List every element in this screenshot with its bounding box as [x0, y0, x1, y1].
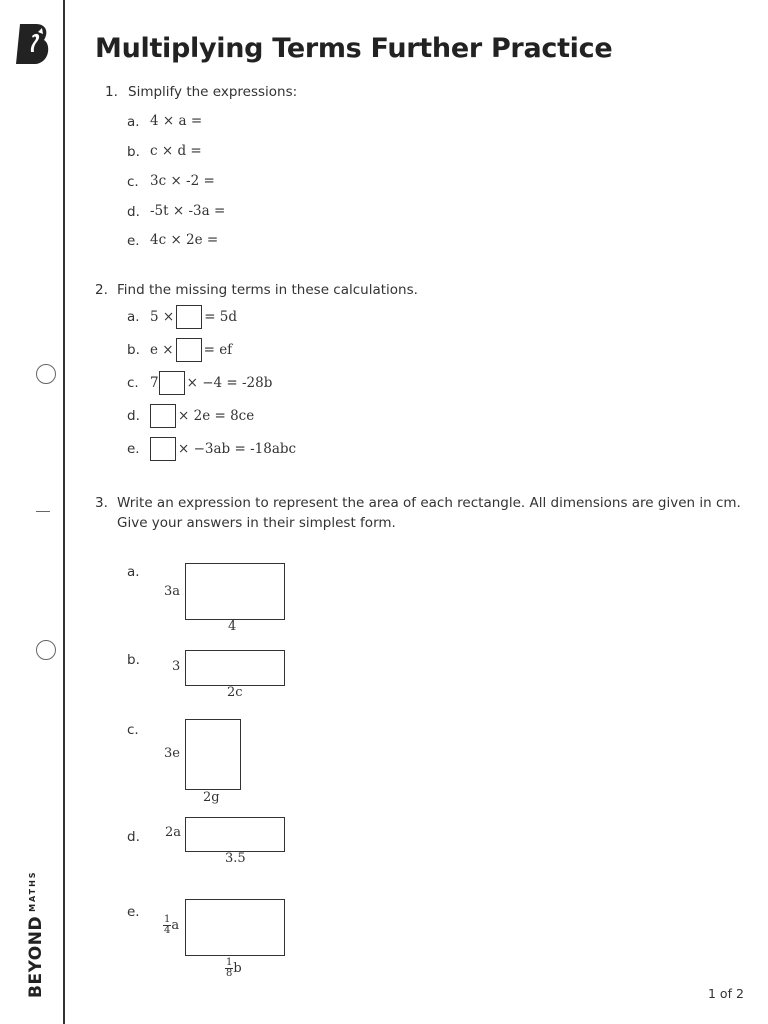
q1-number: 1. — [105, 84, 118, 100]
q2-d-answer-box[interactable] — [150, 404, 176, 428]
q3-c-height: 3e — [164, 746, 180, 761]
q1-b-expr: c × d = — [150, 143, 202, 159]
q3-b-rectangle — [185, 650, 285, 686]
q2-b-letter: b. — [127, 342, 140, 358]
q3-e-rectangle — [185, 899, 285, 956]
q2-b-expr — [150, 337, 232, 363]
q3-c-width: 2g — [203, 790, 220, 805]
q2-b-pre: e × — [150, 342, 174, 358]
q3-d-rectangle — [185, 817, 285, 852]
q1-b-letter: b. — [127, 144, 140, 160]
q2-prompt: Find the missing terms in these calculations. — [117, 282, 418, 298]
q3-b-letter: b. — [127, 652, 140, 668]
q2-e-answer-box[interactable] — [150, 437, 176, 461]
q2-a-pre: 5 × — [150, 309, 175, 325]
q3-e-height — [163, 915, 179, 936]
q3-c-rectangle — [185, 719, 241, 790]
brand-name: BEYOND — [26, 915, 46, 998]
q2-c-post: × −4 = -28b — [186, 375, 273, 391]
q3-a-height: 3a — [164, 584, 181, 599]
q2-c-answer-box[interactable] — [159, 371, 185, 395]
q2-b-post: = ef — [203, 342, 233, 358]
q3-a-rectangle — [185, 563, 285, 620]
q2-a-post: = 5d — [204, 309, 238, 325]
q1-e-letter: e. — [127, 233, 140, 249]
q3-a-width: 4 — [228, 619, 237, 634]
punch-hole-top — [36, 364, 56, 384]
q2-e-expr — [148, 436, 296, 462]
punch-hole-bottom — [36, 640, 56, 660]
q1-d-expr: -5t × -3a = — [150, 203, 226, 219]
q1-prompt: Simplify the expressions: — [128, 84, 298, 100]
q3-e-width-fraction — [225, 958, 233, 979]
q3-prompt-line1: Write an expression to represent the area of each rectangle. All dimensions are given in cm. — [117, 495, 741, 511]
q3-e-width-denominator: 8 — [226, 968, 233, 979]
q3-number: 3. — [95, 495, 108, 511]
q1-a-expr: 4 × a = — [150, 113, 203, 129]
q2-e-letter: e. — [127, 441, 140, 457]
q3-e-width-numerator: 1 — [226, 957, 233, 968]
q3-e-height-fraction — [163, 915, 171, 936]
beyond-logo-icon — [16, 22, 52, 66]
q2-d-post: × 2e = 8ce — [178, 408, 255, 424]
q3-c-letter: c. — [127, 722, 139, 738]
q1-c-letter: c. — [127, 174, 139, 190]
brand-subname: MATHS — [28, 870, 37, 912]
q3-d-letter: d. — [127, 829, 140, 845]
q2-c-letter: c. — [127, 375, 139, 391]
q1-a-letter: a. — [127, 114, 140, 130]
q3-d-height: 2a — [165, 825, 182, 840]
q3-e-width-var: b — [233, 961, 242, 976]
q1-d-letter: d. — [127, 204, 140, 220]
q3-b-height: 3 — [172, 659, 181, 674]
q3-e-height-var: a — [171, 918, 180, 933]
q2-number: 2. — [95, 282, 108, 298]
q3-b-width: 2c — [227, 685, 243, 700]
margin-line — [63, 0, 65, 1024]
fold-mark — [36, 511, 50, 512]
q3-a-letter: a. — [127, 564, 140, 580]
q3-prompt-line2: Give your answers in their simplest form. — [117, 515, 396, 531]
q2-e-post: × −3ab = -18abc — [178, 441, 297, 457]
q2-d-expr — [148, 403, 254, 429]
q3-e-width — [225, 958, 242, 979]
q2-c-pre: 7 — [150, 375, 159, 391]
q1-c-expr: 3c × -2 = — [150, 173, 215, 189]
page-number: 1 of 2 — [708, 986, 744, 1001]
q2-a-expr — [150, 304, 237, 330]
q3-e-letter: e. — [127, 904, 140, 920]
q2-b-answer-box[interactable] — [176, 338, 202, 362]
q2-a-letter: a. — [127, 309, 140, 325]
q3-d-width: 3.5 — [225, 851, 246, 866]
q1-e-expr: 4c × 2e = — [150, 232, 219, 248]
page-title: Multiplying Terms Further Practice — [95, 33, 613, 64]
q3-e-height-denominator: 4 — [164, 925, 171, 936]
brand-vertical — [22, 860, 52, 1000]
q2-d-letter: d. — [127, 408, 140, 424]
q3-e-height-numerator: 1 — [164, 914, 171, 925]
q2-a-answer-box[interactable] — [176, 305, 202, 329]
q2-c-expr — [150, 370, 272, 396]
